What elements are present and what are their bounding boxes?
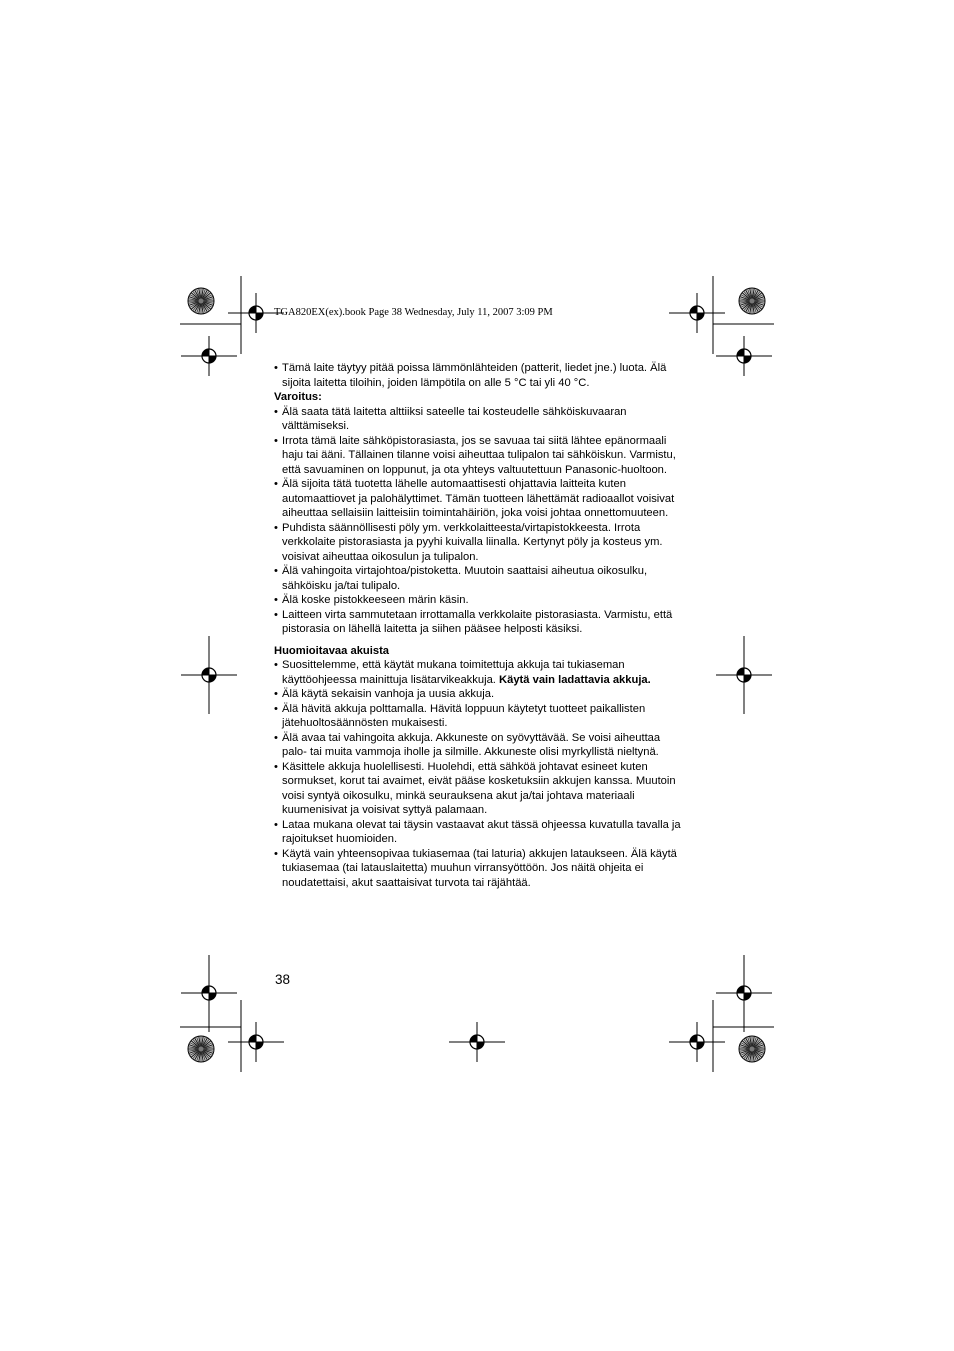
- registration-quadrant: [744, 356, 751, 363]
- registration-quadrant: [697, 313, 704, 320]
- list-item: • Älä sijoita tätä tuotetta lähelle automaattisesti ohjattavia laitteita kuten automaattiovet ja palohälyttimet. Tämän tuotteen lähettämät radioaallot voisivat aiheuttaa sellaisiin laitteisiin toimintahäiriön, joka voisi johtaa onnettomuuteen.: [274, 477, 684, 521]
- registration-quadrant: [744, 675, 751, 682]
- main-content: [274, 361, 684, 890]
- registration-quadrant: [737, 986, 744, 993]
- registration-quadrant: [209, 675, 216, 682]
- list-item: • Puhdista säännöllisesti pöly ym. verkkolaitteesta/virtapistokkeesta. Irrota verkkolaite pistorasiasta ja pyyhi kuivalla liinalla. Kertynyt pöly ja kosteus ym. voisivat aiheuttaa oikosulun ja tulipalon.: [274, 521, 684, 565]
- registration-quadrant: [470, 1035, 477, 1042]
- registration-quadrant: [249, 306, 256, 313]
- registration-quadrant: [737, 349, 744, 356]
- starburst-center: [750, 1047, 755, 1052]
- battery-heading: Huomioitavaa akuista: [274, 644, 390, 657]
- registration-quadrant: [477, 1042, 484, 1049]
- list-item: • Tämä laite täytyy pitää poissa lämmönlähteiden (patterit, liedet jne.) luota. Älä sijoita laitetta tiloihin, joiden lämpötila on alle 5 °C tai yli 40 °C.: [274, 361, 684, 390]
- registration-quadrant: [202, 668, 209, 675]
- registration-quadrant: [209, 356, 216, 363]
- intro-list: [274, 361, 684, 390]
- item-text: Suosittelemme, että käytät mukana toimitettuja akkuja tai tukiaseman käyttöohjeessa mainittuja lisätarvikeakkuja.: [282, 659, 625, 686]
- registration-quadrant: [249, 1035, 256, 1042]
- registration-quadrant: [690, 1035, 697, 1042]
- warning-list: [274, 405, 684, 637]
- list-item: • Älä saata tätä laitetta alttiiksi sateelle tai kosteudelle sähköiskuvaaran välttämiseksi.: [274, 405, 684, 434]
- list-item: • Laitteen virta sammutetaan irrottamalla verkkolaite pistorasiasta. Varmistu, että pistorasia on lähellä laitetta ja siihen pääsee helposti käsiksi.: [274, 608, 684, 637]
- registration-quadrant: [256, 1042, 263, 1049]
- registration-quadrant: [744, 993, 751, 1000]
- item-bold-text: Käytä vain ladattavia akkuja.: [499, 673, 651, 686]
- registration-quadrant: [209, 993, 216, 1000]
- list-item: • Lataa mukana olevat tai täysin vastaavat akut tässä ohjeessa kuvatulla tavalla ja rajoitukset huomioiden.: [274, 818, 684, 847]
- registration-quadrant: [737, 668, 744, 675]
- list-item: • Käytä vain yhteensopivaa tukiasemaa (tai laturia) akkujen lataukseen. Älä käytä tukiasemaa (tai latauslaitetta) muuhun virransyöttöön. Jos näitä ohjeita ei noudatettaisi, akut saattaisivat turvota tai räjähtää.: [274, 847, 684, 891]
- battery-list: [274, 658, 684, 890]
- list-item: [274, 658, 684, 687]
- registration-quadrant: [697, 1042, 704, 1049]
- starburst-center: [199, 1047, 204, 1052]
- file-header-line: TGA820EX(ex).book Page 38 Wednesday, July 11, 2007 3:09 PM: [274, 307, 553, 318]
- starburst-center: [750, 299, 755, 304]
- list-item: • Älä käytä sekaisin vanhoja ja uusia akkuja.: [274, 687, 684, 702]
- list-item: • Älä hävitä akkuja polttamalla. Hävitä loppuun käytetyt tuotteet paikallisten jätehuoltosäännösten mukaisesti.: [274, 702, 684, 731]
- registration-quadrant: [690, 306, 697, 313]
- warning-heading: Varoitus:: [274, 391, 322, 403]
- registration-quadrant: [202, 986, 209, 993]
- registration-quadrant: [256, 313, 263, 320]
- registration-quadrant: [202, 349, 209, 356]
- list-item: • Älä avaa tai vahingoita akkuja. Akkuneste on syövyttävää. Se voisi aiheuttaa palo- tai muita vammoja iholle ja silmille. Akkuneste olisi myrkyllistä nieltynä.: [274, 731, 684, 760]
- list-item: • Älä vahingoita virtajohtoa/pistoketta. Muutoin saattaisi aiheutua oikosulku, sähköisku ja/tai tulipalo.: [274, 564, 684, 593]
- list-item: • Älä koske pistokkeeseen märin käsin.: [274, 593, 684, 608]
- starburst-center: [199, 299, 204, 304]
- page-number: 38: [275, 972, 291, 987]
- list-item: • Käsittele akkuja huolellisesti. Huolehdi, että sähköä johtavat esineet kuten sormukset, korut tai avaimet, eivät pääse kosketuksiin akkujen kanssa. Muutoin voisi syntyä oikosulku, minkä seurauksena akut ja/tai johtava materiaali kuumenisivat ja voisivat syttyä palamaan.: [274, 760, 684, 818]
- list-item: • Irrota tämä laite sähköpistorasiasta, jos se savuaa tai siitä lähtee epänormaali haju tai ääni. Tällainen tilanne voisi aiheuttaa tulipalon tai sähköiskun. Varmistu, että savuaminen on loppunut, ja ota yhteys valtuutettuun Panasonic-huoltoon.: [274, 434, 684, 478]
